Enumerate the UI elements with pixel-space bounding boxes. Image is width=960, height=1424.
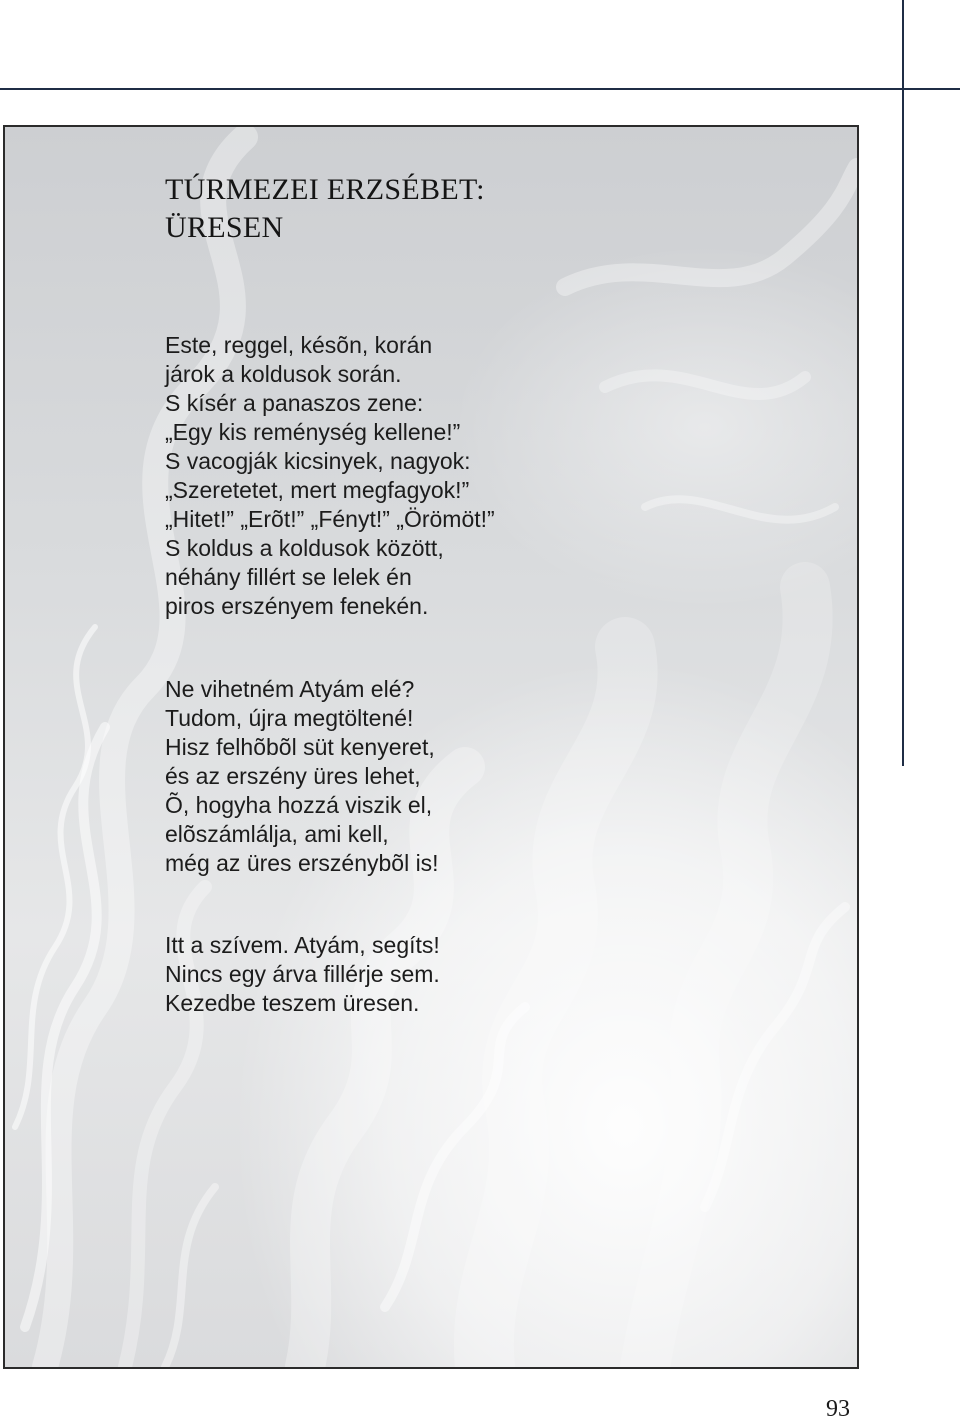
poem-title	[165, 171, 805, 247]
poem-line: elõszámlálja, ami kell,	[165, 821, 389, 847]
stanza-3	[165, 931, 440, 1018]
poem-line: még az üres erszénybõl is!	[165, 850, 439, 876]
poem-panel	[3, 125, 859, 1369]
poem-line: Itt a szívem. Atyám, segíts!	[165, 932, 440, 958]
poem-content	[165, 171, 805, 1016]
poem-line: piros erszényem fenekén.	[165, 593, 429, 619]
poem-line: S koldus a koldusok között,	[165, 535, 444, 561]
page-number: 93	[826, 1396, 850, 1422]
poem-line: „Egy kis reménység kellene!”	[165, 419, 461, 445]
poem-line: Hisz felhõbõl süt kenyeret,	[165, 734, 435, 760]
poem-line: S vacogják kicsinyek, nagyok:	[165, 448, 471, 474]
poem-line: „Szeretetet, mert megfagyok!”	[165, 477, 470, 503]
poem-line: „Hitet!” „Erõt!” „Fényt!” „Örömöt!”	[165, 506, 495, 532]
poem-line: járok a koldusok során.	[165, 361, 402, 387]
poem-line: néhány fillért se lelek én	[165, 564, 412, 590]
crop-mark-vertical	[902, 0, 904, 766]
poem-line: S kísér a panaszos zene:	[165, 390, 424, 416]
poem-line: Tudom, újra megtöltené!	[165, 705, 414, 731]
poem-line: Ne vihetném Atyám elé?	[165, 676, 415, 702]
stanza-1	[165, 331, 495, 621]
poem-line: Nincs egy árva fillérje sem.	[165, 961, 440, 987]
poem-line: Õ, hogyha hozzá viszik el,	[165, 792, 433, 818]
stanza-2	[165, 675, 439, 878]
poem-line: Este, reggel, késõn, korán	[165, 332, 433, 358]
poem-title-author: TÚRMEZEI ERZSÉBET:	[165, 173, 485, 206]
poem-title-name: ÜRESEN	[165, 211, 284, 244]
crop-mark-horizontal	[0, 88, 960, 90]
poem-line: Kezedbe teszem üresen.	[165, 990, 420, 1016]
poem-line: és az erszény üres lehet,	[165, 763, 421, 789]
